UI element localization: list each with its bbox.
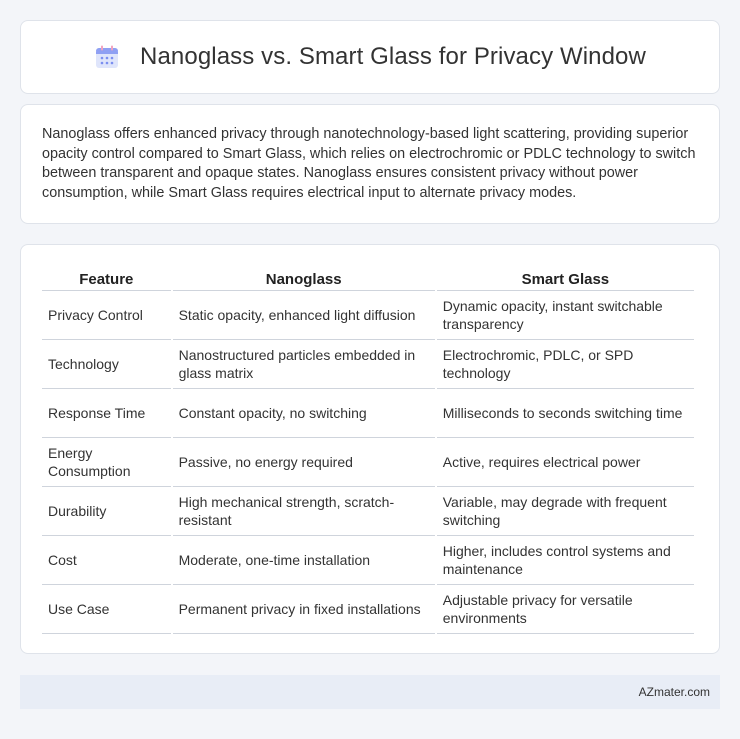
feature-cell: Durability (42, 487, 171, 536)
smart-glass-cell: Electrochromic, PDLC, or SPD technology (437, 340, 694, 389)
nanoglass-cell: Passive, no energy required (173, 438, 435, 487)
feature-cell: Response Time (42, 389, 171, 438)
feature-cell: Cost (42, 536, 171, 585)
footer-brand: AZmater.com (638, 685, 710, 699)
page-title: Nanoglass vs. Smart Glass for Privacy Window (140, 43, 646, 70)
comparison-table-card (20, 244, 720, 654)
summary-text: Nanoglass offers enhanced privacy through nanotechnology-based light scattering, providing superior opacity control compared to Smart Glass, which relies on electrochromic or PDLC technology to switch between transparent and opaque states. Nanoglass ensures consistent privacy without power consumption, while Smart Glass requires electrical input to alternate privacy modes. (42, 126, 696, 201)
table-header-row (42, 263, 694, 291)
feature-cell: Energy Consumption (42, 438, 171, 487)
table-row (42, 340, 694, 389)
smart-glass-cell: Variable, may degrade with frequent switching (437, 487, 694, 536)
table-row (42, 438, 694, 487)
column-header-feature: Feature (42, 263, 171, 291)
header-content (94, 43, 646, 71)
smart-glass-cell: Active, requires electrical power (437, 438, 694, 487)
smart-glass-cell: Higher, includes control systems and maintenance (437, 536, 694, 585)
feature-cell: Use Case (42, 585, 171, 634)
nanoglass-cell: Nanostructured particles embedded in glass matrix (173, 340, 435, 389)
summary-card (20, 104, 720, 224)
table-row (42, 585, 694, 634)
smart-glass-cell: Dynamic opacity, instant switchable transparency (437, 291, 694, 340)
table-row (42, 389, 694, 438)
header-card (20, 20, 720, 94)
feature-cell: Technology (42, 340, 171, 389)
nanoglass-cell: Moderate, one-time installation (173, 536, 435, 585)
table-row (42, 536, 694, 585)
smart-glass-cell: Milliseconds to seconds switching time (437, 389, 694, 438)
column-header-smart-glass: Smart Glass (437, 263, 694, 291)
nanoglass-cell: High mechanical strength, scratch-resistant (173, 487, 435, 536)
nanoglass-cell: Static opacity, enhanced light diffusion (173, 291, 435, 340)
feature-cell: Privacy Control (42, 291, 171, 340)
table-row (42, 291, 694, 340)
table-row (42, 487, 694, 536)
calendar-icon (94, 44, 120, 70)
column-header-nanoglass: Nanoglass (173, 263, 435, 291)
nanoglass-cell: Permanent privacy in fixed installations (173, 585, 435, 634)
smart-glass-cell: Adjustable privacy for versatile environments (437, 585, 694, 634)
footer-bar (20, 675, 720, 709)
nanoglass-cell: Constant opacity, no switching (173, 389, 435, 438)
comparison-table (40, 263, 696, 634)
